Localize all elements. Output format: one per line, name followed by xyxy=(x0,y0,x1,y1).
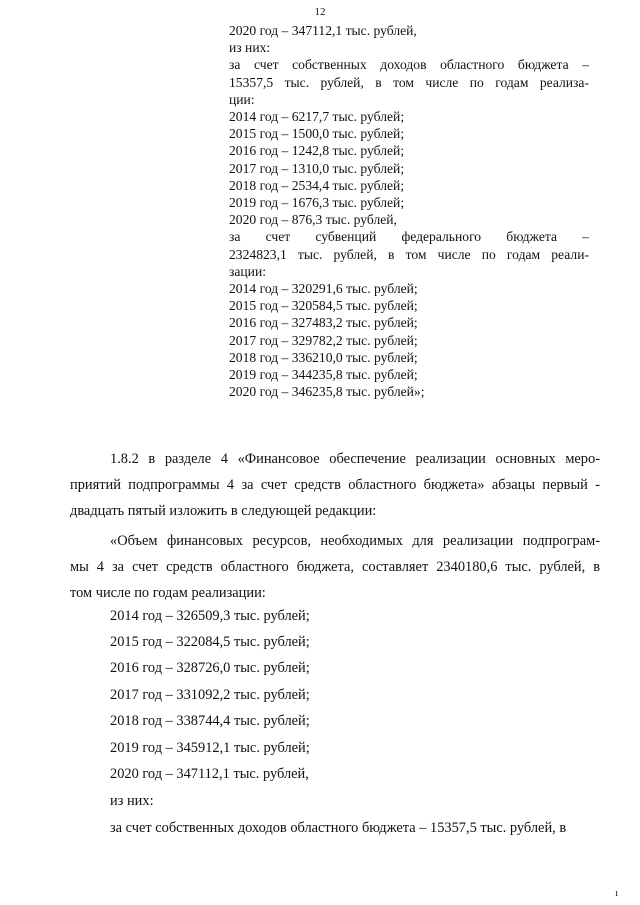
text-line: том числе по годам реализации: xyxy=(70,585,266,601)
text-line: 2019 год – 344235,8 тыс. рублей; xyxy=(229,367,418,383)
list-item: за счет собственных доходов областного бюджета – 15357,5 тыс. рублей, в xyxy=(110,820,567,836)
text-line: 2016 год – 327483,2 тыс. рублей; xyxy=(229,315,418,331)
section-paragraph xyxy=(70,446,600,524)
text-line: 2016 год – 1242,8 тыс. рублей; xyxy=(229,143,405,159)
list-item: 2015 год – 322084,5 тыс. рублей; xyxy=(110,634,310,650)
list-item: 2020 год – 347112,1 тыс. рублей, xyxy=(110,766,309,782)
text-line: 2017 год – 329782,2 тыс. рублей; xyxy=(229,332,418,348)
text-line: за счет субвенций федерального бюджета – xyxy=(229,229,589,245)
text-line: 15357,5 тыс. рублей, в том числе по годам реализа- xyxy=(229,74,589,90)
text-line: 2020 год – 346235,8 тыс. рублей»; xyxy=(229,384,425,400)
text-line: двадцать пятый изложить в следующей редакции: xyxy=(70,503,377,519)
text-line: 2020 год – 347112,1 тыс. рублей, xyxy=(229,23,417,38)
list-item: 2014 год – 326509,3 тыс. рублей; xyxy=(110,608,310,624)
upper-budget-block xyxy=(229,22,589,400)
list-item: 2019 год – 345912,1 тыс. рублей; xyxy=(110,740,310,756)
text-line: приятий подпрограммы 4 за счет средств областного бюджета» абзацы первый - xyxy=(70,477,600,493)
text-line: 2014 год – 6217,7 тыс. рублей; xyxy=(229,109,405,125)
list-item: из них: xyxy=(110,793,154,809)
text-line: 2014 год – 320291,6 тыс. рублей; xyxy=(229,281,418,297)
list-item: 2016 год – 328726,0 тыс. рублей; xyxy=(110,660,310,676)
quote-paragraph xyxy=(70,528,600,606)
text-line: 2018 год – 336210,0 тыс. рублей; xyxy=(229,349,418,365)
text-line: из них: xyxy=(229,40,271,56)
text-line: за счет собственных доходов областного бюджета – xyxy=(229,57,589,73)
text-line: 2019 год – 1676,3 тыс. рублей; xyxy=(229,195,405,211)
text-line: 1.8.2 в разделе 4 «Финансовое обеспечение реализации основных меро- xyxy=(110,451,600,467)
list-item: 2018 год – 338744,4 тыс. рублей; xyxy=(110,713,310,729)
text-line: 2018 год – 2534,4 тыс. рублей; xyxy=(229,177,405,193)
text-line: 2017 год – 1310,0 тыс. рублей; xyxy=(229,160,405,176)
text-line: зации: xyxy=(229,263,267,279)
page-number: 12 xyxy=(314,6,326,18)
text-line: «Объем финансовых ресурсов, необходимых для реализации подпрограм- xyxy=(110,533,600,549)
text-line: ции: xyxy=(229,91,255,107)
text-line: 2015 год – 320584,5 тыс. рублей; xyxy=(229,298,418,314)
list-item: 2017 год – 331092,2 тыс. рублей; xyxy=(110,687,310,703)
text-line: мы 4 за счет средств областного бюджета, составляет 2340180,6 тыс. рублей, в xyxy=(70,559,600,575)
corner-mark: ı xyxy=(615,888,618,899)
text-line: 2020 год – 876,3 тыс. рублей, xyxy=(229,212,397,228)
text-line: 2015 год – 1500,0 тыс. рублей; xyxy=(229,126,405,142)
text-line: 2324823,1 тыс. рублей, в том числе по годам реали- xyxy=(229,246,589,262)
